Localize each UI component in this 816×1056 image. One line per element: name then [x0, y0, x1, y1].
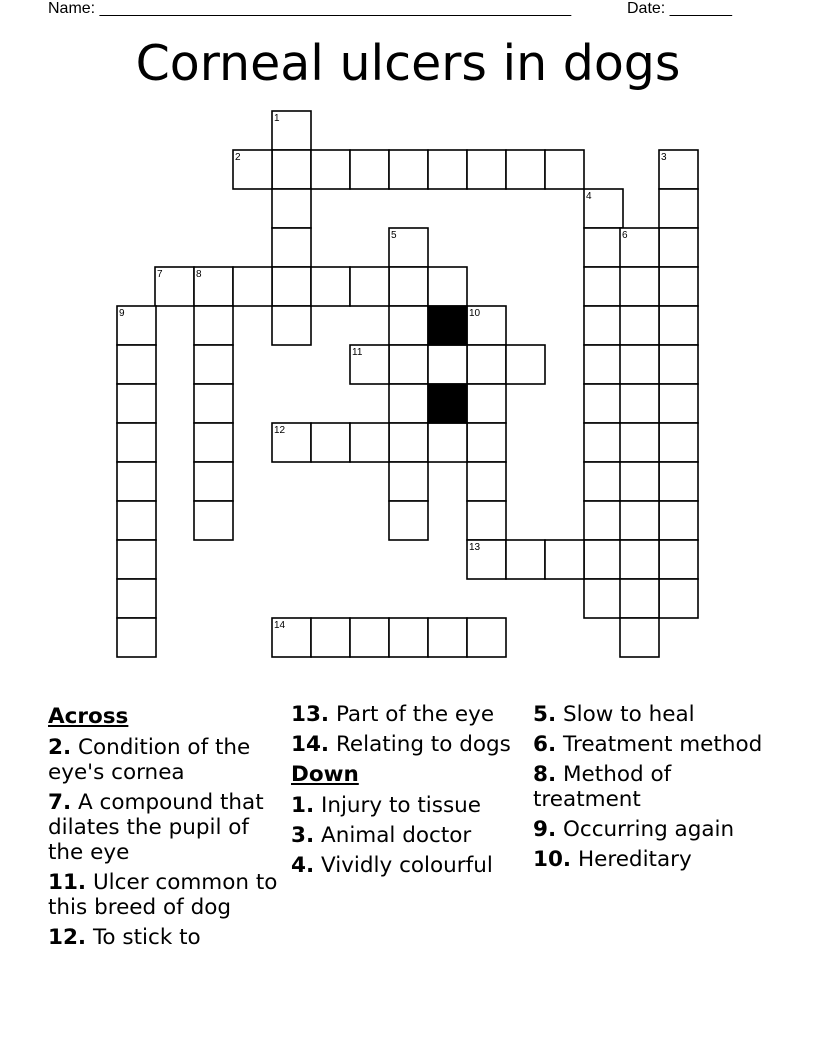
- grid-cell[interactable]: [659, 423, 698, 462]
- across-clue-14: [291, 732, 527, 757]
- across-clue-12: [48, 925, 284, 950]
- grid-block: [428, 384, 467, 423]
- grid-cell[interactable]: [584, 462, 623, 501]
- down-clue-9: [533, 817, 769, 842]
- grid-cell[interactable]: [620, 501, 659, 540]
- clue-number: 8.: [533, 762, 557, 787]
- grid-cell[interactable]: [659, 228, 698, 267]
- clue-number: 5.: [533, 702, 557, 727]
- grid-cell[interactable]: [620, 540, 659, 579]
- grid-cell[interactable]: [389, 267, 428, 306]
- grid-cell[interactable]: [467, 345, 506, 384]
- grid-cell[interactable]: [620, 345, 659, 384]
- grid-cell[interactable]: [117, 462, 156, 501]
- grid-cell[interactable]: [117, 579, 156, 618]
- grid-clue-number: 13: [469, 542, 481, 553]
- grid-cell[interactable]: [659, 345, 698, 384]
- grid-clue-number: 3: [661, 152, 667, 163]
- grid-clue-number: 5: [391, 230, 397, 241]
- grid-clue-number: 2: [235, 152, 241, 163]
- grid-cell[interactable]: [311, 423, 350, 462]
- grid-cell[interactable]: [194, 501, 233, 540]
- grid-cell[interactable]: [659, 501, 698, 540]
- name-field-label: Name: _____________________________________________________: [48, 0, 572, 17]
- grid-cell[interactable]: [620, 579, 659, 618]
- grid-clue-number: 1: [274, 113, 280, 124]
- grid-cell[interactable]: [584, 540, 623, 579]
- clue-text: Method of treatment: [533, 762, 672, 812]
- clue-number: 10.: [533, 847, 572, 872]
- clue-text: Part of the eye: [335, 702, 495, 727]
- clue-number: 3.: [291, 823, 315, 848]
- grid-cell[interactable]: [659, 384, 698, 423]
- grid-cell[interactable]: [620, 462, 659, 501]
- grid-cell[interactable]: [311, 618, 350, 657]
- clue-number: 13.: [291, 702, 330, 727]
- grid-cell[interactable]: [467, 150, 506, 189]
- down-clue-5: [533, 702, 769, 727]
- grid-cell[interactable]: [620, 306, 659, 345]
- clue-text: To stick to: [92, 925, 201, 950]
- grid-clue-number: 11: [352, 347, 363, 358]
- clue-number: 11.: [48, 870, 87, 895]
- grid-cell[interactable]: [584, 501, 623, 540]
- grid-cell[interactable]: [272, 150, 311, 189]
- clue-number: 14.: [291, 732, 330, 757]
- grid-cell[interactable]: [350, 423, 389, 462]
- down-clue-10: [533, 847, 769, 872]
- grid-cell[interactable]: [584, 384, 623, 423]
- grid-cell[interactable]: [584, 267, 623, 306]
- grid-cell[interactable]: [350, 150, 389, 189]
- grid-cell[interactable]: [428, 150, 467, 189]
- grid-cell[interactable]: [584, 423, 623, 462]
- grid-cell[interactable]: [194, 345, 233, 384]
- clue-text: Ulcer common to this breed of dog: [48, 870, 278, 920]
- grid-cell[interactable]: [117, 540, 156, 579]
- clue-text: Treatment method: [562, 732, 763, 757]
- grid-cell[interactable]: [506, 345, 545, 384]
- grid-cell[interactable]: [389, 423, 428, 462]
- grid-cell[interactable]: [389, 462, 428, 501]
- grid-cell[interactable]: [467, 462, 506, 501]
- clue-text: Relating to dogs: [335, 732, 511, 757]
- grid-cell[interactable]: [117, 384, 156, 423]
- grid-cell[interactable]: [389, 150, 428, 189]
- grid-cell[interactable]: [194, 423, 233, 462]
- grid-cell[interactable]: [311, 267, 350, 306]
- grid-cell[interactable]: [350, 618, 389, 657]
- grid-cell[interactable]: [117, 423, 156, 462]
- down-clue-6: [533, 732, 769, 757]
- grid-cell[interactable]: [117, 501, 156, 540]
- grid-clue-number: 10: [469, 308, 481, 319]
- down-clue-3: [291, 823, 527, 848]
- clue-column-2: [291, 702, 527, 883]
- grid-cell[interactable]: [659, 579, 698, 618]
- clue-number: 7.: [48, 790, 72, 815]
- grid-cell[interactable]: [117, 618, 156, 657]
- grid-clue-number: 6: [622, 230, 628, 241]
- grid-cell[interactable]: [506, 150, 545, 189]
- down-clue-4: [291, 853, 527, 878]
- grid-cell[interactable]: [233, 267, 272, 306]
- grid-cell[interactable]: [659, 306, 698, 345]
- grid-cell[interactable]: [428, 345, 467, 384]
- grid-cell[interactable]: [389, 306, 428, 345]
- grid-clue-number: 14: [274, 620, 286, 631]
- down-clue-8: [533, 762, 769, 812]
- date-field-label: Date: _______: [627, 0, 732, 17]
- grid-cell[interactable]: [467, 423, 506, 462]
- grid-cell[interactable]: [428, 423, 467, 462]
- grid-cell[interactable]: [584, 579, 623, 618]
- grid-clue-number: 9: [119, 308, 125, 319]
- clue-text: Condition of the eye's cornea: [48, 735, 251, 785]
- grid-cell[interactable]: [272, 267, 311, 306]
- grid-cell[interactable]: [659, 267, 698, 306]
- grid-cell[interactable]: [389, 501, 428, 540]
- grid-cell[interactable]: [389, 345, 428, 384]
- clue-number: 9.: [533, 817, 557, 842]
- across-clue-2: [48, 735, 284, 785]
- clue-column-3: [533, 702, 769, 877]
- grid-cell[interactable]: [506, 540, 545, 579]
- grid-cell[interactable]: [272, 228, 311, 267]
- grid-clue-number: 8: [196, 269, 202, 280]
- clue-number: 6.: [533, 732, 557, 757]
- clue-text: Hereditary: [577, 847, 692, 872]
- grid-cell[interactable]: [467, 618, 506, 657]
- grid-block: [428, 306, 467, 345]
- grid-cell[interactable]: [428, 618, 467, 657]
- grid-cell[interactable]: [620, 423, 659, 462]
- clue-column-1: [48, 702, 284, 955]
- grid-cell[interactable]: [584, 345, 623, 384]
- grid-cell[interactable]: [311, 150, 350, 189]
- grid-cell[interactable]: [389, 384, 428, 423]
- grid-cell[interactable]: [194, 306, 233, 345]
- clue-text: Vividly colourful: [320, 853, 493, 878]
- down-heading: Down: [291, 762, 359, 787]
- clue-text: Slow to heal: [562, 702, 695, 727]
- grid-cell[interactable]: [467, 501, 506, 540]
- clue-number: 4.: [291, 853, 315, 878]
- clue-text: Occurring again: [562, 817, 735, 842]
- grid-cell[interactable]: [272, 189, 311, 228]
- down-clue-1: [291, 793, 527, 818]
- page-title: Corneal ulcers in dogs: [135, 35, 681, 92]
- grid-cell[interactable]: [620, 384, 659, 423]
- grid-cell[interactable]: [272, 306, 311, 345]
- grid-clue-number: 7: [157, 269, 163, 280]
- grid-cell[interactable]: [659, 462, 698, 501]
- grid-cell[interactable]: [659, 540, 698, 579]
- grid-cell[interactable]: [584, 228, 623, 267]
- grid-cell[interactable]: [545, 540, 584, 579]
- grid-clue-number: 12: [274, 425, 286, 436]
- grid-cell[interactable]: [467, 384, 506, 423]
- grid-cell[interactable]: [659, 189, 698, 228]
- across-heading: Across: [48, 704, 129, 729]
- across-clue-13: [291, 702, 527, 727]
- grid-cell[interactable]: [620, 267, 659, 306]
- grid-clue-number: 4: [586, 191, 592, 202]
- clue-text: A compound that dilates the pupil of the eye: [48, 790, 264, 865]
- grid-cell[interactable]: [117, 345, 156, 384]
- clue-number: 1.: [291, 793, 315, 818]
- clue-number: 2.: [48, 735, 72, 760]
- grid-cell[interactable]: [350, 267, 389, 306]
- grid-cell[interactable]: [194, 462, 233, 501]
- clue-text: Animal doctor: [320, 823, 472, 848]
- clue-text: Injury to tissue: [320, 793, 482, 818]
- grid-cell[interactable]: [584, 306, 623, 345]
- across-clue-11: [48, 870, 284, 920]
- grid-cell[interactable]: [194, 384, 233, 423]
- grid-cell[interactable]: [620, 618, 659, 657]
- grid-cell[interactable]: [545, 150, 584, 189]
- grid-cell[interactable]: [389, 618, 428, 657]
- grid-cell[interactable]: [428, 267, 467, 306]
- across-clue-7: [48, 790, 284, 865]
- clue-number: 12.: [48, 925, 87, 950]
